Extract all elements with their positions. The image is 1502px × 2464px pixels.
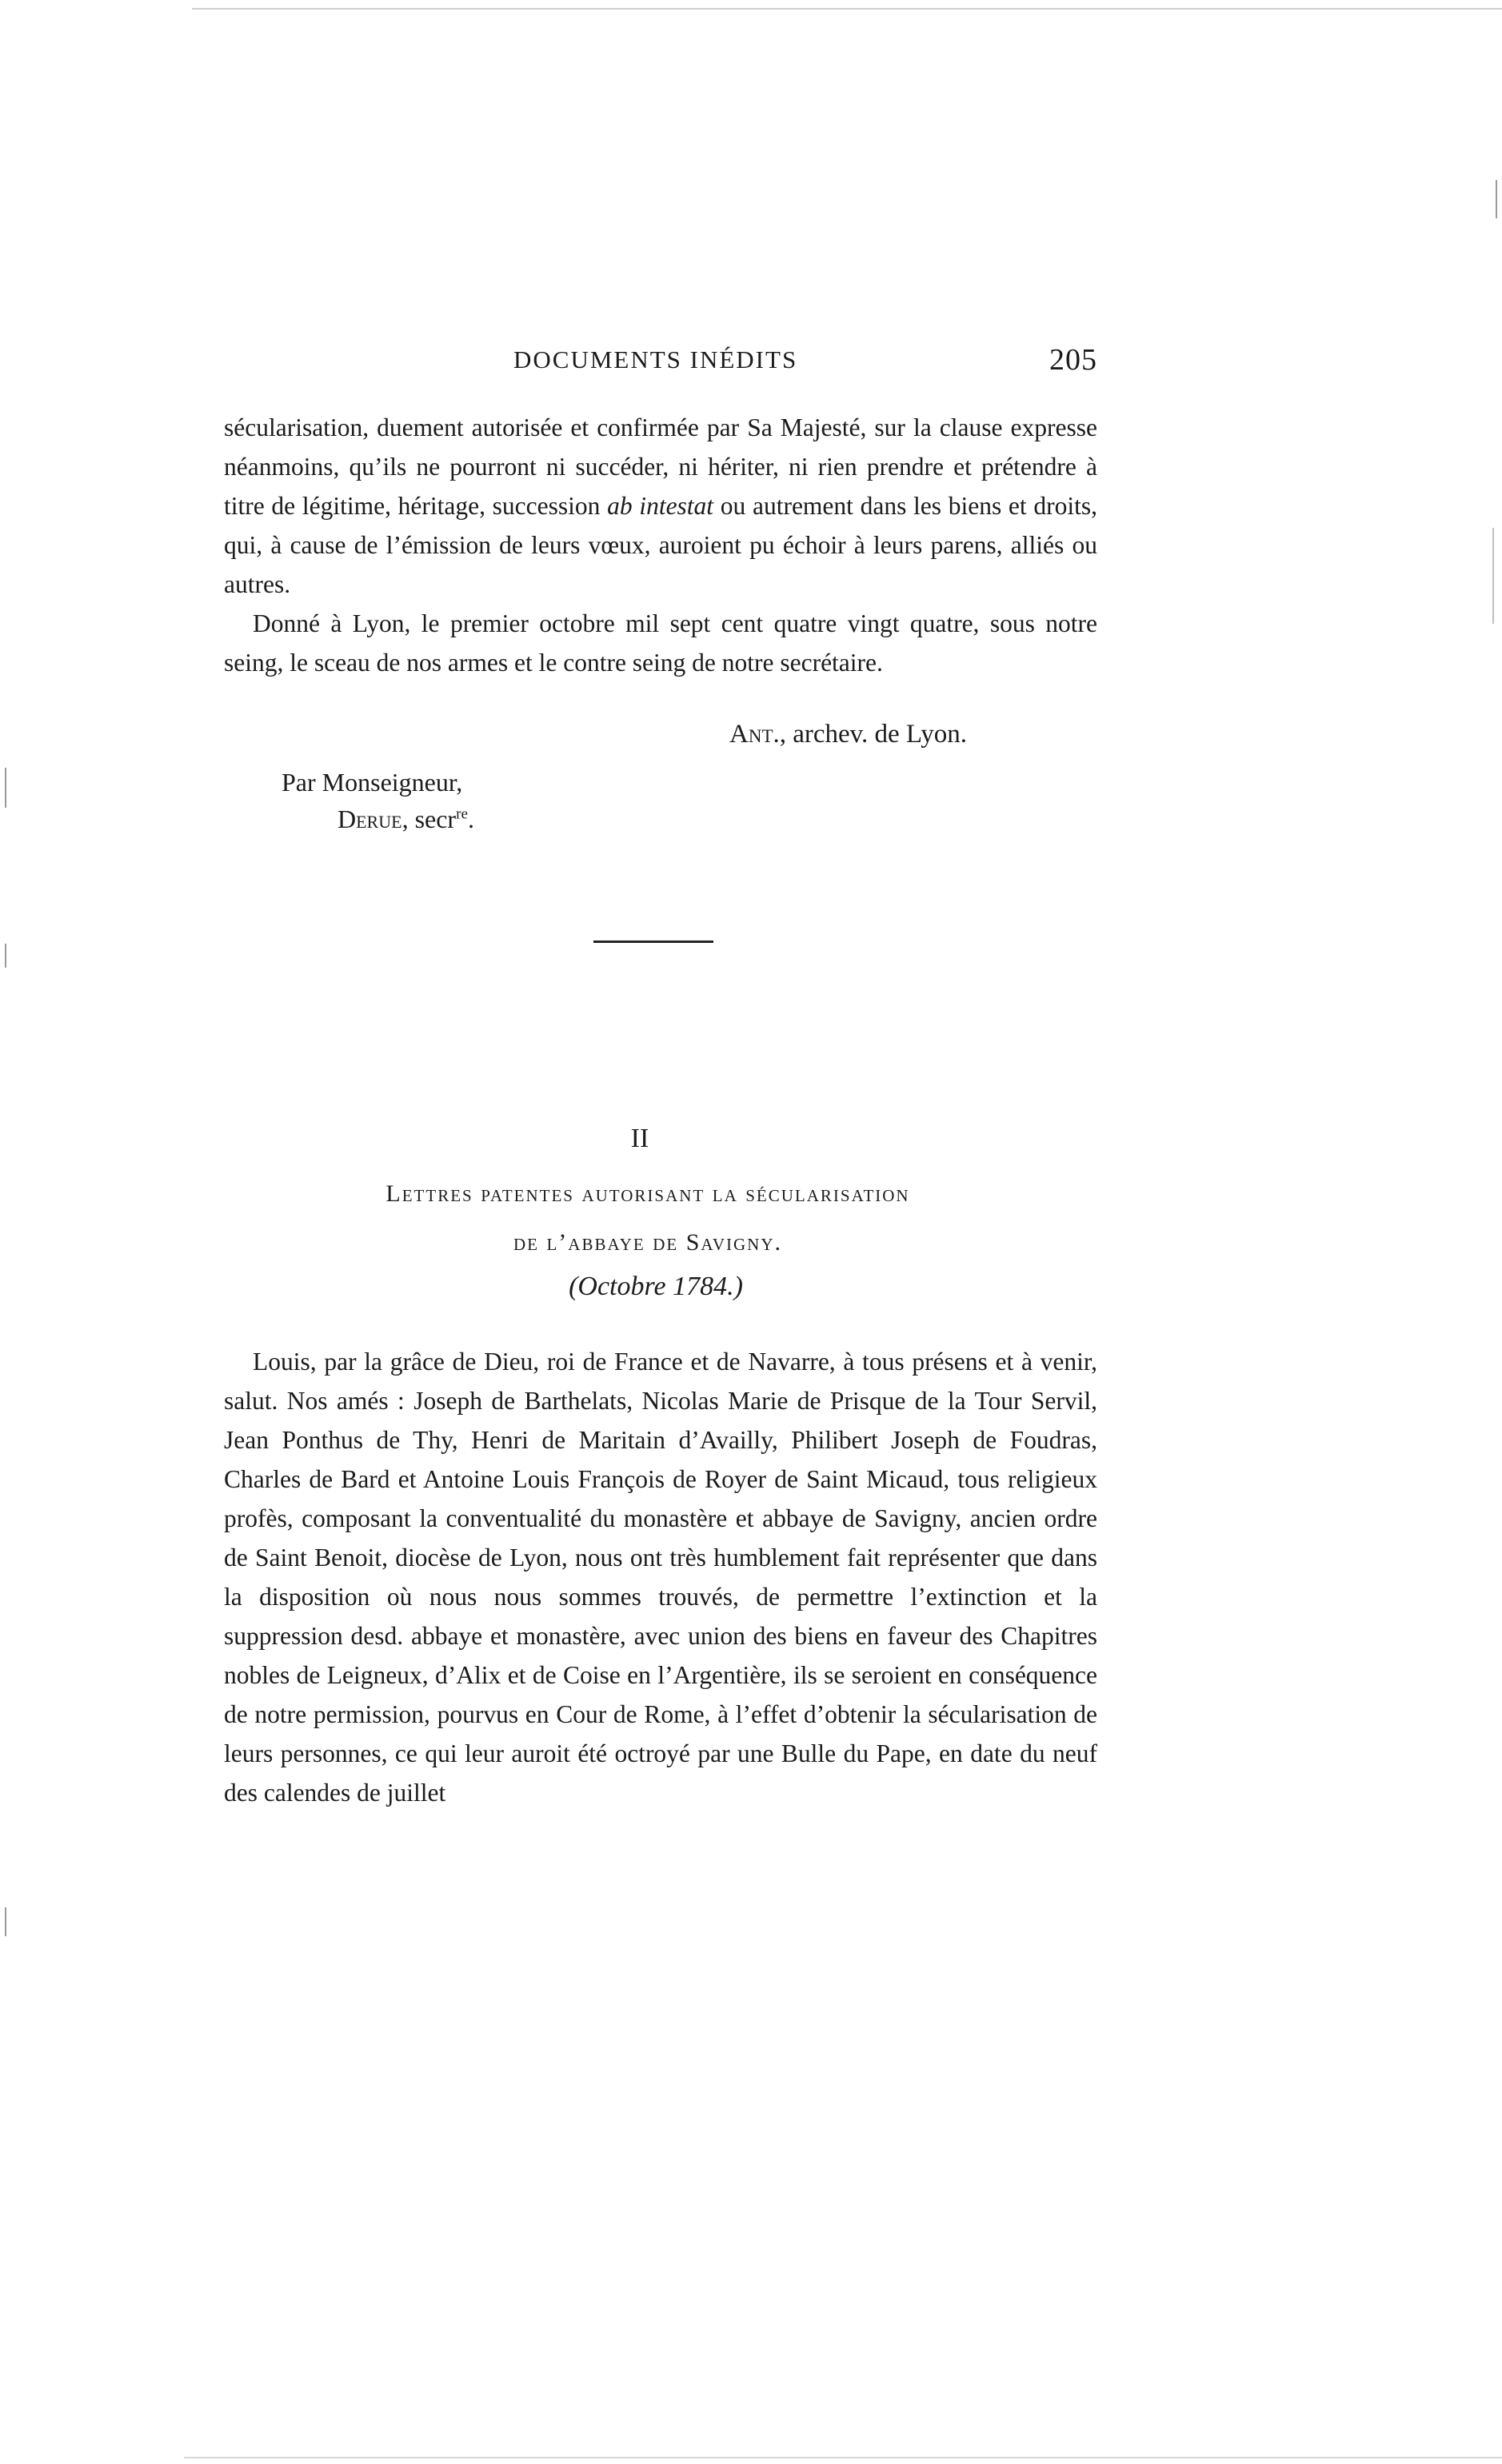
secretary-abbrev: , secr (401, 805, 457, 833)
scan-margin-mark (5, 944, 6, 968)
running-head (224, 342, 1097, 382)
scan-margin-mark (1492, 528, 1494, 624)
italic-latin-phrase: ab intestat (607, 492, 714, 520)
page-number: 205 (1049, 343, 1097, 377)
scan-margin-mark (5, 768, 6, 808)
section-number: II (630, 1124, 649, 1153)
signature-title: , archev. de Lyon. (779, 720, 968, 749)
secretary-name: Derue (338, 805, 402, 833)
second-text-block (224, 1342, 1097, 1812)
scan-top-edge (192, 8, 1502, 10)
secretary-period: . (467, 805, 474, 833)
paragraph-text: sécularisation, duement autorisée et confirmée par Sa Majesté, sur la clause expresse néanmoins, qu’ils ne pourront ni succéder, ni hériter, ni rien prendre et prétendre à titre de légitime, héritage, succession (224, 413, 1097, 520)
section-date: (Octobre 1784.) (569, 1272, 743, 1301)
countersignature (282, 764, 474, 837)
scan-margin-mark (1496, 180, 1497, 218)
paragraph-text: ou autrement dans les biens et droits, qui, à cause de l’émission de leurs vœux, auroient pu échoir à leurs parens, alliés ou autres. (224, 492, 1097, 598)
scan-margin-mark (5, 1907, 6, 1936)
first-text-block (224, 408, 1097, 682)
paragraph-secularisation (224, 408, 1097, 604)
scan-bottom-edge (184, 2457, 1502, 2458)
section-separator (593, 940, 713, 943)
section-title-line-1: Lettres patentes autorisant la sécularisation (385, 1180, 910, 1207)
section-title-line-2: de l’abbaye de Savigny. (513, 1229, 782, 1256)
countersign-secretary (338, 801, 474, 837)
secretary-superscript: re (456, 805, 468, 823)
paragraph-given-at-lyon: Donné à Lyon, le premier octobre mil sept cent quatre vingt quatre, sous notre seing, le sceau de nos armes et le contre seing de notre secrétaire. (224, 609, 1097, 677)
paragraph-letters-patent: Louis, par la grâce de Dieu, roi de France et de Navarre, à tous présens et à venir, salut. Nos amés : Joseph de Barthelats, Nicolas Marie de Prisque de la Tour Servil, Jean Ponthus de Thy, Henri de Maritain d’Availly, Philibert Joseph de Foudras, Charles de Bard et Antoine Louis François de Royer de Saint Micaud, tous religieux profès, composant la conventualité du monastère et abbaye de Savigny, ancien ordre de Saint Benoit, diocèse de Lyon, nous ont très humblement fait représenter que dans la disposition où nous nous sommes trouvés, de permettre l’extinction et la suppression desd. abbaye et monastère, avec union des biens en faveur des Chapitres nobles de Leigneux, d’Alix et de Coise en l’Argentière, ils se seroient en conséquence de notre permission, pourvus en Cour de Rome, à l’effet d’obtenir la sécularisation de leurs personnes, ce qui leur auroit été octroyé par une Bulle du Pape, en date du neuf des calendes de juillet (224, 1348, 1097, 1807)
signature-archbishop (729, 717, 967, 752)
running-title: DOCUMENTS INÉDITS (513, 345, 798, 373)
signature-name: Ant. (729, 720, 780, 749)
countersign-intro: Par Monseigneur, (282, 768, 463, 797)
